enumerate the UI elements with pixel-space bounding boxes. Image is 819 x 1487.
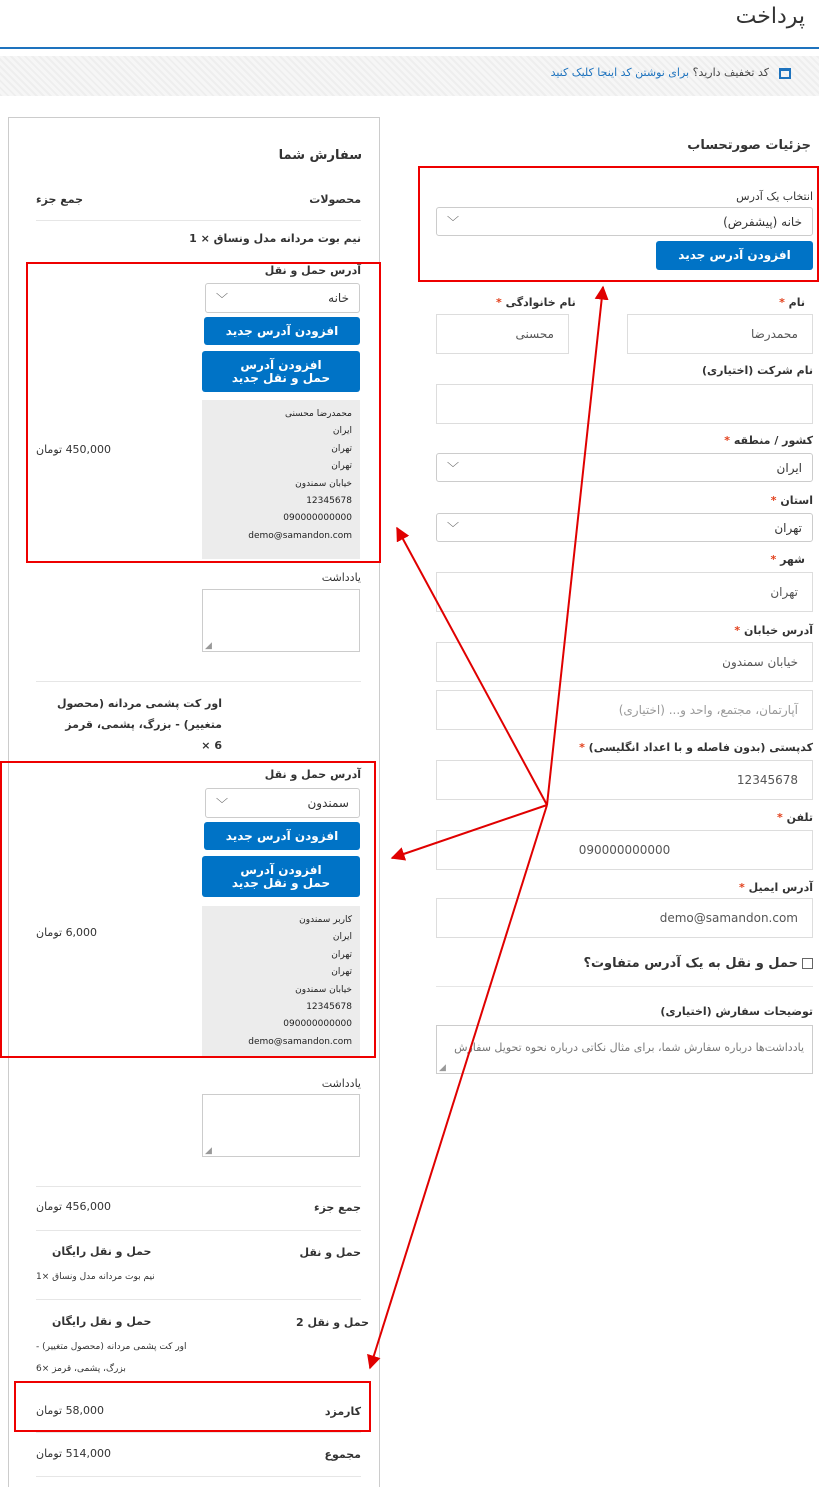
last-name-input[interactable]: محسنی bbox=[436, 314, 569, 354]
item-2-shipping-address-label: آدرس حمل و نقل bbox=[264, 768, 361, 781]
phone-input[interactable]: 090000000000 bbox=[436, 830, 813, 870]
street2-input[interactable]: آپارتمان، مجتمع، واحد و... (اختیاری) bbox=[436, 690, 813, 730]
street-input[interactable]: خیابان سمندون bbox=[436, 642, 813, 682]
col-subtotal-header: جمع جزء bbox=[36, 193, 84, 206]
subtotal-label: جمع جزء bbox=[313, 1201, 361, 1214]
coupon-question: کد تخفیف دارید؟ bbox=[692, 66, 769, 79]
arrow-to-address-select bbox=[547, 287, 603, 805]
address-line: 090000000000 bbox=[283, 1019, 352, 1030]
shipping-2-label: حمل و نقل 2 bbox=[296, 1316, 369, 1329]
address-line: تهران bbox=[331, 949, 352, 960]
item-2-name-line: اور کت پشمی مردانه (محصول bbox=[56, 697, 222, 710]
company-label: نام شرکت (اختیاری) bbox=[702, 364, 813, 377]
item-1-shipping-address-label: آدرس حمل و نقل bbox=[264, 264, 361, 277]
order-notes-placeholder: یادداشت‌ها درباره سفارش شما، برای مثال نکاتی درباره نحوه تحویل سفارش bbox=[454, 1041, 804, 1054]
address-line: 12345678 bbox=[306, 496, 352, 507]
address-line: تهران bbox=[331, 967, 352, 978]
shipping-1-note: نیم بوت مردانه مدل ونساق ×1 bbox=[36, 1272, 155, 1282]
address-line: ایران bbox=[332, 932, 352, 943]
item-1-address-select-value: خانه bbox=[328, 291, 349, 305]
shipping-2-note: اور کت پشمی مردانه (محصول متغییر) - bbox=[36, 1342, 187, 1352]
arrow-to-fee bbox=[370, 805, 547, 1368]
address-line: تهران bbox=[331, 443, 352, 454]
item-1-note-label: یادداشت bbox=[321, 571, 361, 584]
item-2-address-select-value: سمندون bbox=[307, 796, 349, 810]
country-label: کشور / منطقه * bbox=[724, 434, 813, 447]
shipping-2-note: بزرگ، پشمی، قرمز ×6 bbox=[36, 1364, 126, 1374]
chevron-down-icon: ﹀ bbox=[216, 796, 229, 811]
last-name-label: نام خانوادگی * bbox=[496, 296, 576, 309]
country-select-value: ایران bbox=[776, 460, 802, 475]
arrow-to-item-1 bbox=[397, 528, 547, 805]
billing-heading: جزئیات صورتحساب bbox=[687, 138, 811, 153]
address-line: ایران bbox=[332, 426, 352, 437]
first-name-input[interactable]: محمدرضا bbox=[627, 314, 813, 354]
order-heading: سفارش شما bbox=[278, 148, 362, 163]
total-label: مجموع bbox=[324, 1448, 361, 1461]
item-2-price: 6,000 تومان bbox=[36, 926, 98, 939]
subtotal-value: 456,000 تومان bbox=[36, 1200, 112, 1213]
address-line: کاربر سمندون bbox=[299, 915, 352, 925]
item-2-name-line: متغییر) - بزرگ، پشمی، قرمز bbox=[65, 718, 222, 731]
ship-different-label: حمل و نقل به یک آدرس متفاوت؟ bbox=[583, 956, 798, 971]
city-label: شهر * bbox=[770, 553, 805, 566]
address-line: demo@samandon.com bbox=[248, 1036, 352, 1047]
fee-label: کارمزد bbox=[324, 1405, 361, 1418]
billing-address-select-value: خانه (پیشفرض) bbox=[723, 214, 802, 229]
notes-label: توضیحات سفارش (اختیاری) bbox=[660, 1005, 813, 1018]
chevron-down-icon: ﹀ bbox=[447, 215, 460, 229]
item-1-add-shipping-address-button[interactable]: افزودن آدرس حمل و نقل جدید bbox=[202, 351, 360, 392]
total-value: 514,000 تومان bbox=[36, 1447, 112, 1460]
address-line: demo@samandon.com bbox=[248, 530, 352, 541]
address-line: خیابان سمندون bbox=[295, 984, 352, 995]
city-input[interactable]: تهران bbox=[436, 572, 813, 612]
item-2-add-address-button[interactable]: افزودن آدرس جدید bbox=[204, 822, 360, 850]
item-2-add-shipping-address-button[interactable]: افزودن آدرس حمل و نقل جدید bbox=[202, 856, 360, 897]
fee-value: 58,000 تومان bbox=[36, 1404, 105, 1417]
shipping-2-value: حمل و نقل رایگان bbox=[52, 1315, 152, 1328]
chevron-down-icon: ﹀ bbox=[447, 461, 460, 475]
postcode-label: کدپستی (بدون فاصله و با اعداد انگلیسی) * bbox=[579, 741, 813, 754]
chevron-down-icon: ﹀ bbox=[216, 291, 229, 306]
chevron-down-icon: ﹀ bbox=[447, 521, 460, 535]
resize-grip-icon: ◢ bbox=[205, 641, 212, 651]
address-select-label: انتخاب یک آدرس bbox=[736, 190, 813, 203]
resize-grip-icon: ◢ bbox=[439, 1063, 446, 1073]
address-line: 12345678 bbox=[306, 1002, 352, 1013]
email-input[interactable]: demo@samandon.com bbox=[436, 898, 813, 938]
item-2-note-label: یادداشت bbox=[321, 1077, 361, 1090]
arrow-to-item-2 bbox=[392, 805, 547, 858]
billing-add-address-button[interactable]: افزودن آدرس جدید bbox=[656, 241, 813, 270]
street-label: آدرس خیابان * bbox=[734, 624, 813, 637]
address-line: محمدرضا محسنی bbox=[284, 409, 352, 419]
coupon-link[interactable]: برای نوشتن کد اینجا کلیک کنید bbox=[550, 66, 690, 79]
item-1-add-address-button[interactable]: افزودن آدرس جدید bbox=[204, 317, 360, 345]
item-1-price: 450,000 تومان bbox=[36, 443, 112, 456]
shipping-1-label: حمل و نقل bbox=[299, 1246, 361, 1259]
col-product-header: محصولات bbox=[309, 193, 361, 206]
address-line: خیابان سمندون bbox=[295, 478, 352, 489]
address-line: 090000000000 bbox=[283, 513, 352, 524]
postcode-input[interactable]: 12345678 bbox=[436, 760, 813, 800]
phone-label: تلفن * bbox=[776, 811, 813, 824]
first-name-label: نام * bbox=[779, 296, 805, 309]
shipping-1-value: حمل و نقل رایگان bbox=[52, 1245, 152, 1258]
address-line: تهران bbox=[331, 461, 352, 472]
state-select-value: تهران bbox=[774, 520, 802, 535]
item-1-name: نیم بوت مردانه مدل ونساق × 1 bbox=[189, 232, 361, 245]
page-title: پرداخت bbox=[735, 4, 805, 29]
email-label: آدرس ایمیل * bbox=[739, 881, 813, 894]
item-2-quantity: 6 × bbox=[201, 739, 222, 752]
state-label: استان * bbox=[770, 494, 813, 507]
resize-grip-icon: ◢ bbox=[205, 1146, 212, 1156]
